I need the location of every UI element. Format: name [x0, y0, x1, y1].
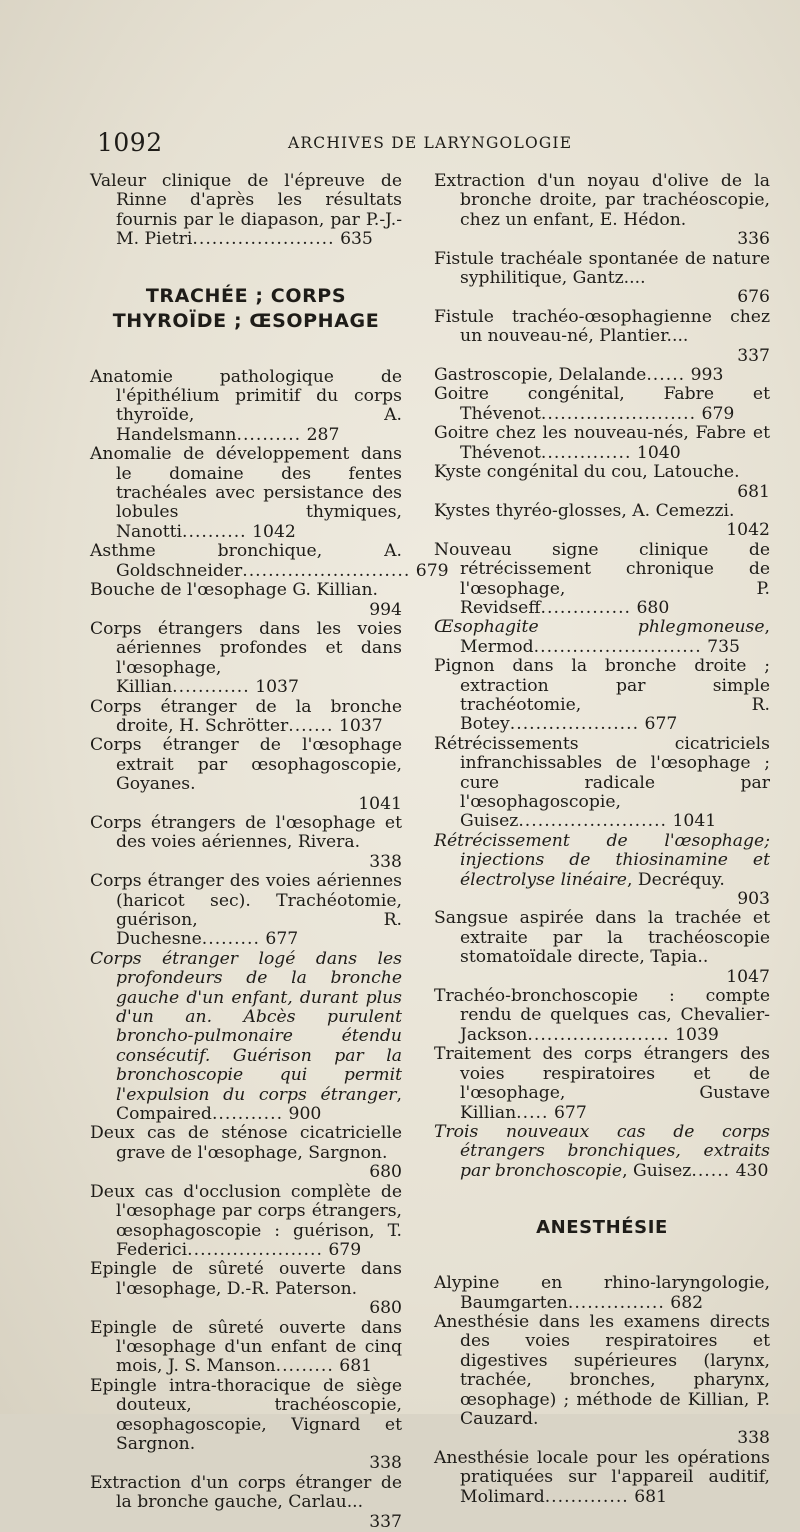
entry-page: 681	[737, 481, 770, 502]
entry-leader: ....................	[509, 714, 640, 735]
entry-text: , Mermod	[460, 617, 770, 657]
index-entry	[434, 424, 770, 463]
entry-text: Extraction d'un corps étranger de la bronche gauche, Carlau...	[90, 1472, 402, 1513]
entry-page: 679	[701, 403, 735, 424]
entry-page: 735	[707, 636, 740, 657]
entry-page: 336	[737, 229, 770, 250]
index-entry	[434, 541, 770, 619]
entry-page: 677	[644, 714, 678, 735]
index-entry	[90, 1260, 402, 1318]
entry-text: Epingle intra-thoracique de siège douteux, trachéoscopie, œsophagoscopie, Vignard et Sargnon.	[90, 1375, 402, 1454]
entry-page: 1040	[636, 442, 681, 463]
entry-italic-title: Corps étranger logé dans les profondeurs de la bronche gauche d'un enfant, durant plus d'un an. Abcès purulent broncho-pulmonaire étendu consécutif. Guérison par la bronchoscopie qui permit l'expulsion du corps étranger	[90, 948, 402, 1105]
entry-text: Traitement des corps étrangers des voies respiratoires et de l'œsophage, Gustave Killian	[434, 1044, 770, 1123]
entry-text: Epingle de sûreté ouverte dans l'œsophage d'un enfant de cinq mois, J. S. Manson	[90, 1317, 402, 1377]
entry-leader: ..........	[236, 424, 302, 445]
entry-text: Asthme bronchique, A. Goldschneider	[90, 541, 402, 581]
entry-text: Valeur clinique de l'épreuve de Rinne d'après les résultats fournis par le diapason, par P.-J.-M. Pietri	[90, 171, 402, 250]
entry-leader: ......	[646, 365, 686, 386]
entry-leader: .............	[544, 1486, 629, 1507]
entry-page: 1039	[675, 1024, 719, 1045]
entry-page: 676	[737, 287, 770, 308]
index-entry	[90, 1183, 402, 1261]
entry-text: Corps étrangers dans les voies aériennes profondes et dans l'œsophage, Killian	[90, 618, 402, 698]
index-entry	[90, 950, 402, 1125]
index-entry	[434, 987, 770, 1045]
index-entry	[434, 366, 770, 385]
index-entry	[90, 445, 402, 542]
entry-text: Epingle de sûreté ouverte dans l'œsophage, D.-R. Paterson.	[90, 1259, 402, 1299]
entry-text: Deux cas de sténose cicatricielle grave de l'œsophage, Sargnon.	[90, 1123, 402, 1163]
entry-text: , Compaired	[116, 1084, 402, 1125]
section-heading-line: TRACHÉE ; CORPS	[145, 284, 347, 307]
entry-page: 1042	[252, 521, 296, 542]
index-entry	[434, 250, 770, 308]
section-heading-anesthesie: ANESTHÉSIE	[536, 1217, 668, 1239]
entry-page: 1041	[358, 793, 402, 814]
entry-page: 681	[634, 1486, 668, 1507]
entry-leader: .......	[288, 715, 334, 736]
entry-leader: ......	[691, 1160, 731, 1181]
entry-page: 993	[690, 365, 724, 386]
index-entry	[90, 1319, 402, 1377]
entry-leader: .........	[275, 1356, 334, 1377]
entry-leader: ..........................	[242, 560, 411, 581]
index-entry	[90, 1124, 402, 1182]
entry-page: 680	[636, 597, 670, 618]
index-entry	[434, 657, 770, 735]
entry-list	[434, 172, 770, 1181]
entry-page: 680	[369, 1298, 402, 1319]
index-entry	[434, 463, 770, 502]
index-entry	[90, 698, 402, 737]
entry-text: Kystes thyréo-glosses, A. Cemezzi.	[434, 500, 735, 521]
entry-text: Goitre congénital, Fabre et Thévenot	[434, 384, 770, 424]
index-entry	[434, 385, 770, 424]
entry-page: 679	[328, 1239, 362, 1260]
entry-leader: ..........................	[533, 636, 702, 657]
index-entry	[434, 909, 770, 987]
entry-page: 430	[735, 1160, 769, 1181]
entry-page: 682	[670, 1292, 704, 1313]
index-entry	[90, 1377, 402, 1474]
entry-leader: ............	[172, 677, 250, 698]
entry-text: Nouveau signe clinique de rétrécissement chronique de l'œsophage, P. Revidseff	[434, 539, 770, 618]
right-column	[434, 172, 770, 1507]
index-entry	[434, 1045, 770, 1123]
entry-text: Corps étranger de l'œsophage extrait par œsophagoscopie, Goyanes.	[90, 735, 402, 795]
index-entry	[90, 581, 402, 620]
index-entry	[90, 1474, 402, 1532]
entry-leader: ...............	[567, 1292, 665, 1313]
entry-text: Kyste congénital du cou, Latouche.	[434, 462, 740, 483]
index-entry	[434, 502, 770, 541]
entry-page: 338	[369, 851, 402, 872]
entry-text: Trachéo-bronchoscopie : compte rendu de quelques cas, Chevalier-Jackson	[434, 986, 770, 1045]
entry-page: 338	[369, 1453, 402, 1474]
entry-leader: .........	[201, 929, 260, 950]
entry-text: Gastroscopie, Delalande	[434, 365, 647, 386]
entry-page: 1041	[672, 811, 717, 832]
entry-page: 677	[265, 929, 299, 950]
index-entry	[434, 1313, 770, 1449]
entry-leader: ..............	[540, 442, 632, 463]
index-entry	[434, 618, 770, 657]
entry-leader: .......................	[518, 811, 668, 832]
index-entry	[434, 1123, 770, 1181]
entry-text: Extraction d'un noyau d'olive de la bronche droite, par trachéoscopie, chez un enfant, E. Hédon.	[434, 171, 770, 230]
entry-text: Fistule trachéo-œsophagienne chez un nouveau-né, Plantier....	[434, 306, 770, 347]
entry-text: Corps étranger des voies aériennes (haricot sec). Trachéotomie, guérison, R. Duchesne	[90, 871, 402, 950]
index-entry	[90, 872, 402, 950]
entry-list	[434, 1274, 770, 1507]
index-entry	[90, 172, 402, 250]
entry-text: Pignon dans la bronche droite ; extraction par simple trachéotomie, R. Botey	[434, 656, 770, 735]
entry-leader: ...........	[211, 1104, 284, 1125]
entry-text: Fistule trachéale spontanée de nature syphilitique, Gantz....	[434, 248, 770, 289]
entry-page: 903	[737, 889, 770, 910]
entry-page: 1037	[255, 677, 299, 698]
entry-text: Sangsue aspirée dans la trachée et extraite par la trachéoscopie stomatoïdale directe, Tapia..	[434, 908, 770, 968]
index-entry	[434, 1449, 770, 1507]
entry-page: 681	[339, 1356, 373, 1377]
entry-text: Bouche de l'œsophage G. Killian.	[90, 580, 379, 601]
index-entry	[434, 1274, 770, 1313]
entry-page: 338	[737, 1428, 770, 1449]
entry-page: 1047	[726, 966, 770, 987]
page-header	[0, 128, 800, 158]
entry-page: 635	[340, 229, 373, 250]
entry-italic-title: Rétrécissement de l'œsophage; injections de thiosinamine et électrolyse linéaire	[434, 830, 770, 890]
entry-text: Anesthésie dans les examens directs des voies respiratoires et digestives supérieures (larynx, trachée, bronches, pharynx, œsophage) ; méthode de Killian, P. Cauzard.	[434, 1311, 770, 1429]
entry-leader: ......................	[192, 229, 335, 250]
entry-leader: ......................	[527, 1024, 670, 1045]
entry-leader: .....................	[187, 1239, 323, 1260]
entry-text: Alypine en rhino-laryngologie, Baumgarten	[434, 1273, 770, 1313]
index-entry	[434, 172, 770, 250]
entry-text: Goitre chez les nouveau-nés, Fabre et Thévenot	[434, 423, 770, 463]
entry-page: 994	[369, 599, 402, 620]
index-entry	[90, 620, 402, 698]
index-entry	[90, 736, 402, 814]
entry-italic-title: Œsophagite phlegmoneuse	[434, 617, 765, 638]
entry-text: Anesthésie locale pour les opérations pratiquées sur l'appareil auditif, Molimard	[434, 1447, 770, 1507]
entry-page: 337	[737, 345, 770, 366]
index-entry	[434, 832, 770, 910]
entry-text: , Guisez	[622, 1160, 692, 1181]
entry-page: 287	[306, 424, 340, 445]
entry-leader: ..............	[540, 597, 632, 618]
section-heading-trachee	[90, 284, 402, 334]
entry-text: Deux cas d'occlusion complète de l'œsophage par corps étrangers, œsophagoscopie : guérison, T. Federici	[90, 1181, 402, 1260]
entry-page: 680	[369, 1162, 402, 1183]
entry-text: Corps étranger de la bronche droite, H. Schrötter	[90, 696, 402, 736]
entry-leader: ..........	[182, 521, 247, 542]
running-title: ARCHIVES DE LARYNGOLOGIE	[288, 134, 573, 152]
entry-page: 900	[288, 1104, 322, 1125]
entry-text: Rétrécissements cicatriciels infranchissables de l'œsophage ; cure radicale par l'œsophagoscopie, Guisez	[434, 733, 770, 832]
index-entry	[90, 541, 449, 581]
index-entry	[90, 368, 402, 446]
entry-page: 1037	[338, 715, 383, 736]
entry-text: Anatomie pathologique de l'épithélium primitif du corps thyroïde, A. Handelsmann	[90, 366, 402, 445]
section-heading-line: THYROÏDE ; ŒSOPHAGE	[112, 309, 380, 332]
entry-text: , Decréquy.	[626, 869, 725, 890]
index-entry	[90, 814, 402, 872]
index-entry	[434, 735, 770, 832]
entry-page: 679	[415, 560, 449, 581]
left-column	[90, 171, 449, 1532]
entry-page: 337	[369, 1511, 402, 1532]
entry-list	[90, 366, 449, 1532]
index-entry	[434, 308, 770, 366]
entry-page: 1042	[726, 520, 770, 541]
entry-text: Corps étrangers de l'œsophage et des voies aériennes, Rivera.	[90, 812, 402, 853]
entry-page: 677	[553, 1102, 587, 1123]
page-number: 1092	[97, 128, 163, 157]
entry-leader: ........................	[540, 403, 697, 424]
entry-italic-title: Trois nouveaux cas de corps étrangers bronchiques, extraits par bronchoscopie	[434, 1121, 770, 1181]
entry-leader: .....	[516, 1102, 549, 1123]
entry-text: Anomalie de développement dans le domaine des fentes trachéales avec persistance des lobules thymiques, Nanotti	[90, 444, 402, 542]
